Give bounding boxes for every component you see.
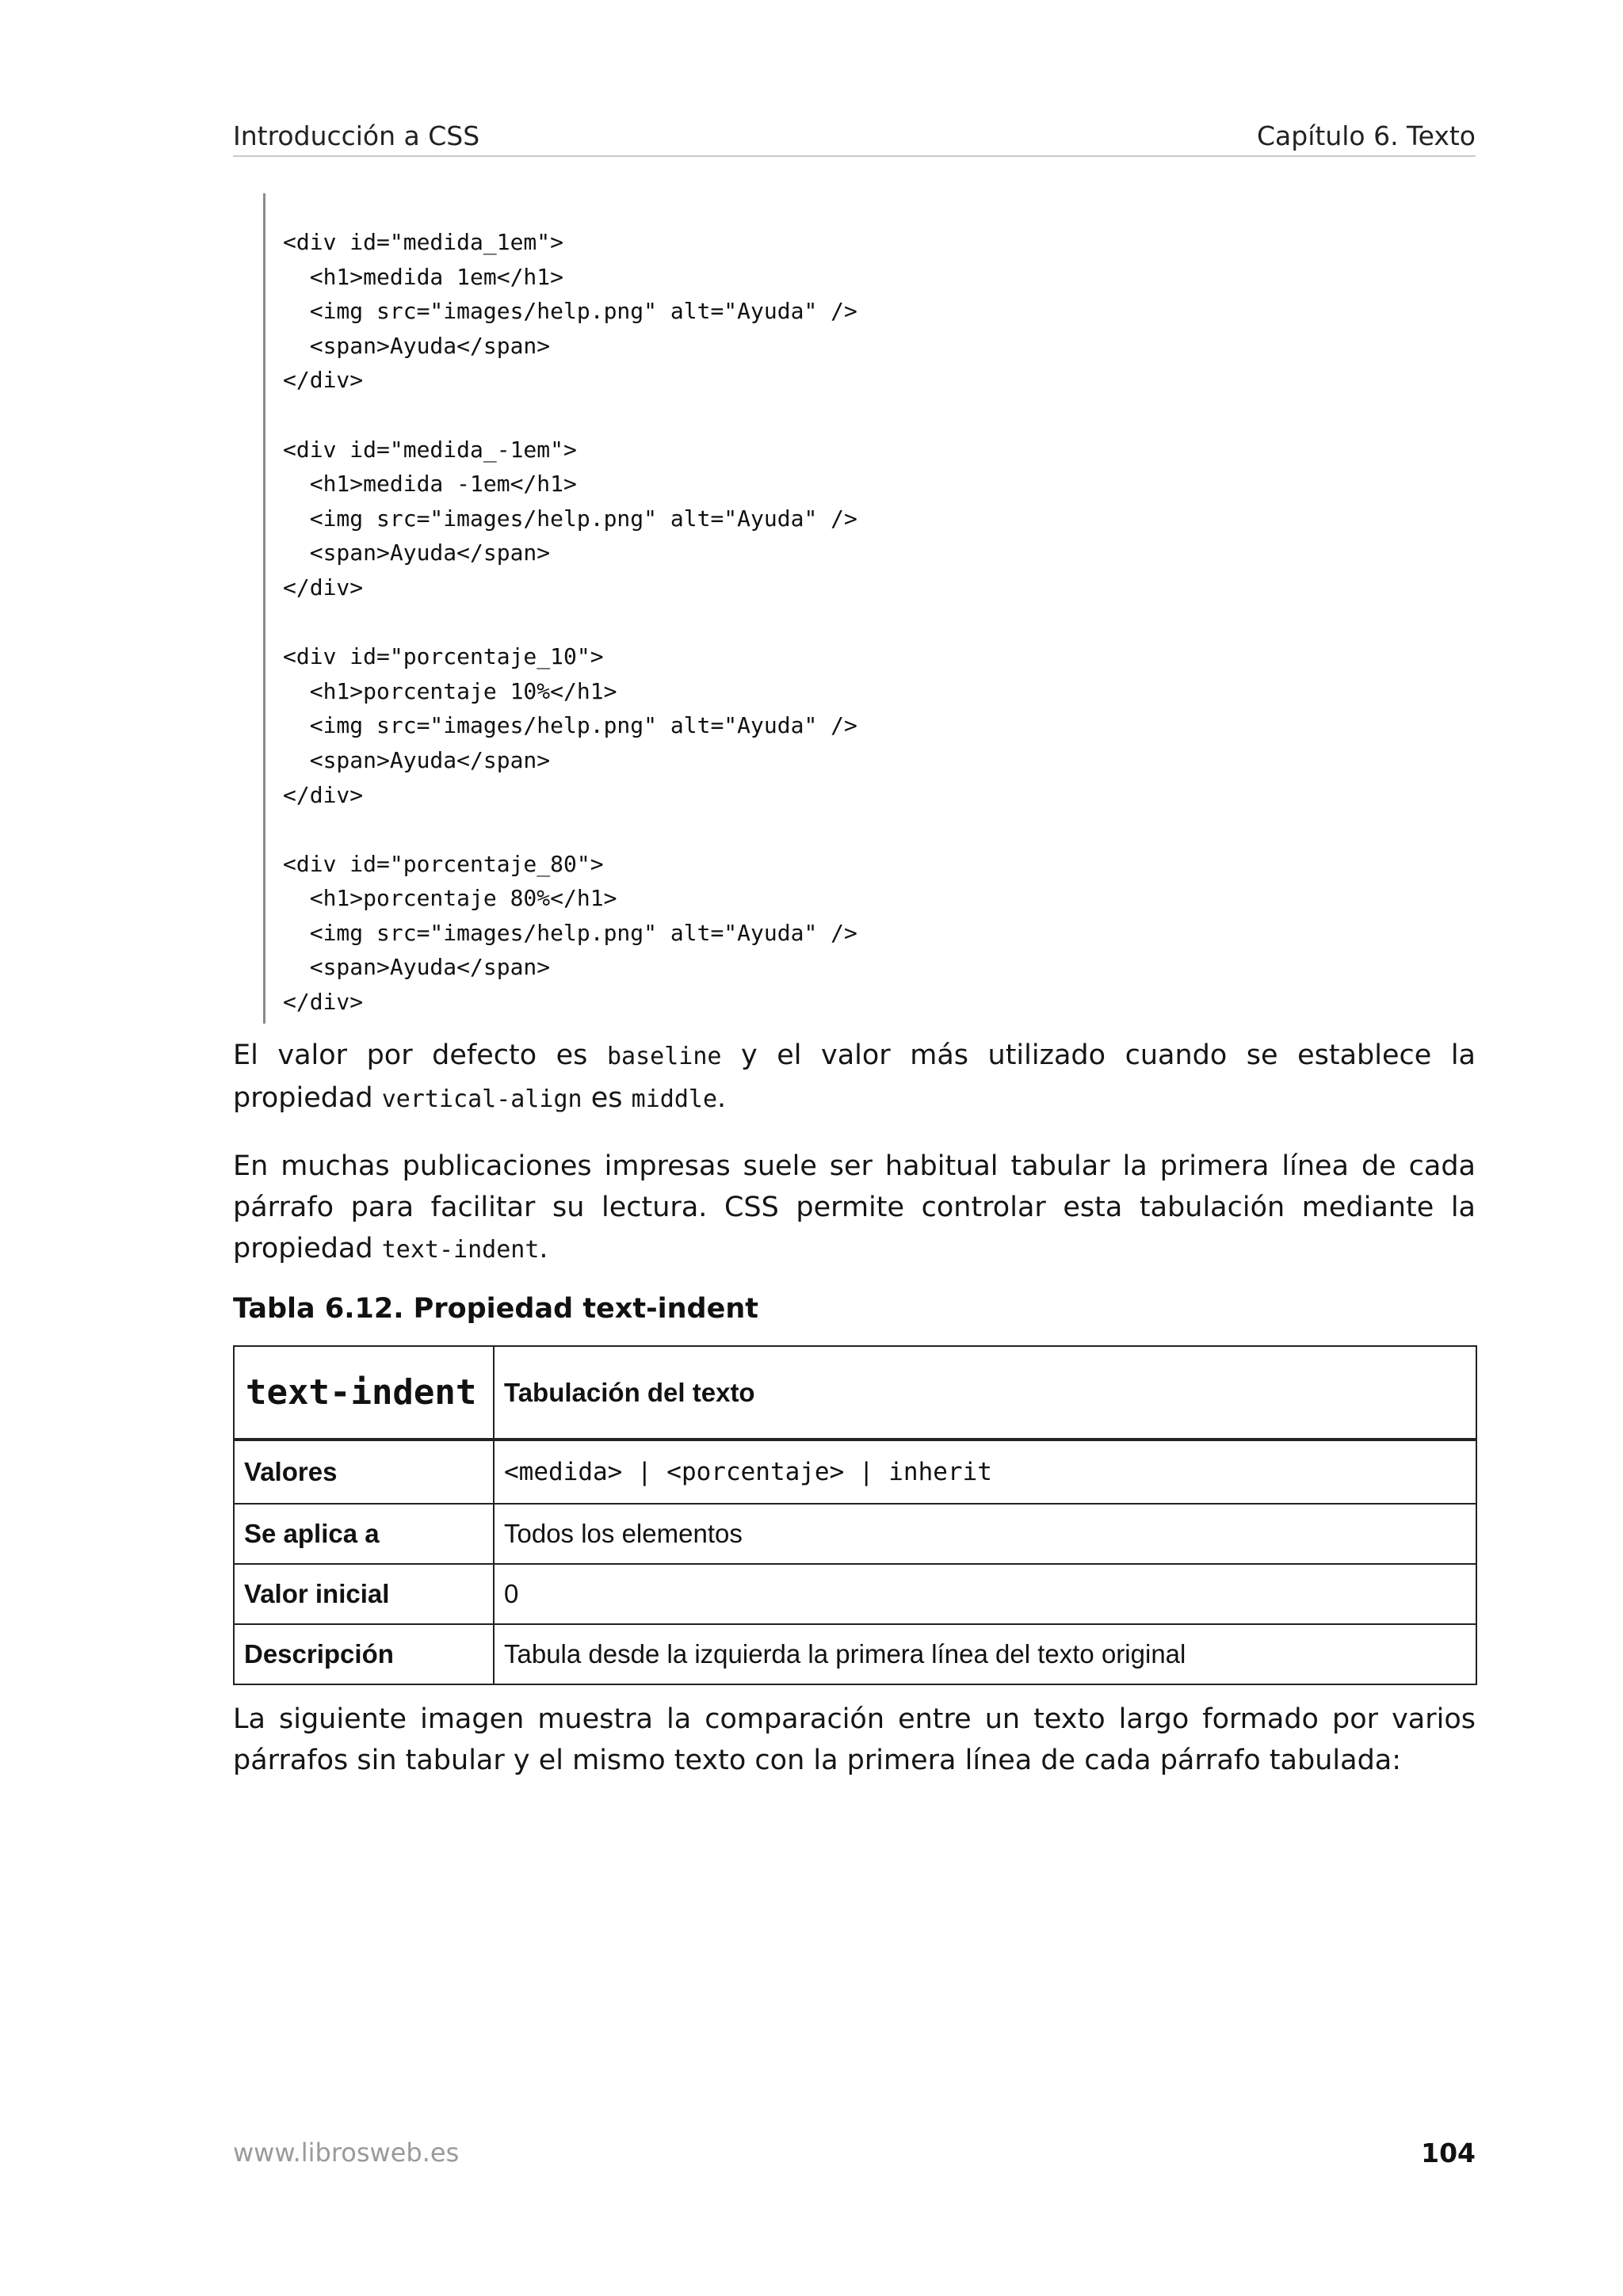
table-caption: Tabla 6.12. Propiedad text-indent: [233, 1293, 758, 1325]
code-vertical-align: vertical-align: [381, 1085, 582, 1113]
header-book-title: Introducción a CSS: [233, 120, 480, 151]
code-listing: <div id="medida_1em"> <h1>medida 1em</h1> <img src="images/help.png" alt="Ayuda" /> <span>Ayuda</span> </div> <div id="medida_-1em"> <h1>medida -1em</h1> <img src="images/help.png" alt="Ayuda" /> <span>Ayuda</span> </div> <div id="porcentaje_10"> <h1>porcentaje 10%</h1> <img src="images/help.png" alt="Ayuda" /> <span>Ayuda</span> </div> <div id="porcentaje_80"> <h1>porcentaje 80%</h1> <img src="images/help.png" alt="Ayuda" /> <span>Ayuda</span> </div>: [283, 229, 857, 1016]
para2-text-2: .: [539, 1233, 548, 1264]
row-label: Descripción: [234, 1624, 494, 1684]
table-row: [234, 1504, 1476, 1564]
page-number: 104: [1421, 2138, 1476, 2168]
table-row: [234, 1564, 1476, 1624]
property-table: [233, 1345, 1477, 1685]
code-middle: middle: [631, 1085, 718, 1113]
page-header: [233, 117, 1476, 157]
table-row: [234, 1440, 1476, 1504]
table-header-row: [234, 1346, 1476, 1440]
para1-text-4: .: [717, 1082, 727, 1114]
row-value: Tabula desde la izquierda la primera línea del texto original: [494, 1624, 1476, 1684]
header-chapter-title: Capítulo 6. Texto: [1257, 120, 1476, 151]
para1-text-3: es: [582, 1082, 632, 1114]
code-text-indent: text-indent: [381, 1236, 540, 1264]
row-label: Se aplica a: [234, 1504, 494, 1564]
row-value: Todos los elementos: [494, 1504, 1476, 1564]
table-row: [234, 1624, 1476, 1684]
paragraph-text-indent-intro: [233, 1146, 1476, 1271]
code-block: [263, 193, 979, 1024]
footer-site-link[interactable]: www.librosweb.es: [233, 2138, 460, 2168]
row-label: Valores: [234, 1440, 494, 1504]
paragraph-default-value: [233, 1035, 1476, 1120]
para1-text-2: y el valor más utilizado cuando se establece la propiedad: [233, 1039, 1476, 1114]
para2-text-1: En muchas publicaciones impresas suele ser habitual tabular la primera línea de cada párrafo para facilitar su lectura. CSS permite controlar esta tabulación mediante la propiedad: [233, 1150, 1476, 1264]
paragraph-image-intro: La siguiente imagen muestra la comparación entre un texto largo formado por varios párrafos sin tabular y el mismo texto con la primera línea de cada párrafo tabulada:: [233, 1703, 1476, 1776]
row-label: Valor inicial: [234, 1564, 494, 1624]
row-value: 0: [494, 1564, 1476, 1624]
para1-text-1: El valor por defecto es: [233, 1039, 607, 1071]
property-name: text-indent: [234, 1346, 494, 1440]
property-summary: Tabulación del texto: [494, 1346, 1476, 1440]
code-baseline: baseline: [606, 1043, 722, 1070]
row-value: <medida> | <porcentaje> | inherit: [494, 1440, 1476, 1504]
